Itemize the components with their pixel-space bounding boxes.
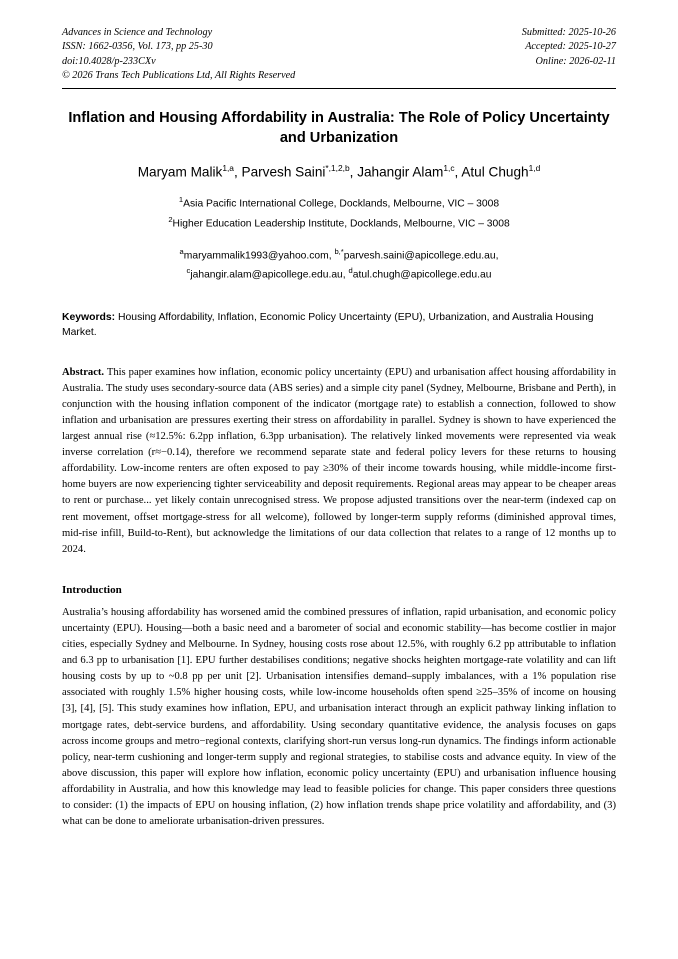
online-date: Online: 2026-02-11 xyxy=(535,55,616,67)
page-header xyxy=(62,26,616,84)
abstract-label: Abstract. xyxy=(62,366,105,378)
author-sup: 1,a xyxy=(222,163,234,174)
submission-dates xyxy=(522,26,616,69)
journal-issn: ISSN: 1662-0356, Vol. 173, pp 25-30 xyxy=(62,41,213,53)
keywords-text: Housing Affordability, Inflation, Economic Policy Uncertainty (EPU), Urbanization, and Australia Housing Market. xyxy=(62,311,594,339)
section-heading-introduction: Introduction xyxy=(62,583,122,596)
page-title: Inflation and Housing Affordability in Australia: The Role of Policy Uncertainty and Urbanization xyxy=(68,109,610,146)
email-address[interactable]: maryammalik1993@yahoo.com, xyxy=(183,250,332,262)
email-sup: c xyxy=(186,265,191,275)
email-address[interactable]: parvesh.saini@apicollege.edu.au, xyxy=(343,250,499,262)
affiliation-list xyxy=(62,193,616,234)
email-row xyxy=(62,246,616,265)
section-paragraph: Australia’s housing affordability has worsened amid the combined pressures of inflation, rapid urbanisation, and economic policy uncertainty (EPU). Housing—both a basic need and a barometer of social and economic stability—has become costlier in major cities, especially Sydney and Melbourne. In Sydney, housing costs rose about 12.5%, with roughly 6.2 pp attributable to inflation and 6.3 pp to urbanisation [1]. EPU further destabilises conditions; negative shocks heighten mortgage-rate volatility and can lift housing costs by up to ~0.8 pp per unit [2]. Urbanisation intensifies demand–supply imbalances, with a 1% population rise associated with roughly 1.5% higher housing costs, while low-income households often spend ≥25–35% of income on housing [3], [4], [5]. This study examines how inflation, EPU, and urbanisation interact through an explicit pathway linking inflation to mortgage rates, debt-service burdens, and affordability. Using secondary quantitative evidence, the analysis focuses on gaps across income groups and metro−regional contexts, clarifying short-run versus long-run dynamics. The findings inform actionable policy, near-term cushioning and longer-term supply and regional strategies, to stabilise costs and advance equity. In view of the above discussion, this paper will explore how inflation, economic policy uncertainty (EPU) and urbanisation influence housing affordability in Australia, and how this knowledge may lead to feasible policies for change. This paper considers three questions to consider: (1) the impacts of EPU on housing inflation, (2) how inflation trends shape price volatility and affordability, and (3) what can be done to ameliorate urbanisation-driven pressures. xyxy=(62,606,616,828)
keywords-block xyxy=(62,310,616,341)
affiliation-sup: 2 xyxy=(168,215,173,225)
author-sep: , xyxy=(233,164,242,180)
journal-info xyxy=(62,26,295,84)
email-sup: a xyxy=(179,246,184,256)
affiliation-text: Asia Pacific International College, Docklands, Melbourne, VIC – 3008 xyxy=(183,198,500,210)
abstract-text: This paper examines how inflation, economic policy uncertainty (EPU) and urbanisation affect housing affordability in Australia. The study uses secondary-source data (ABS series) and a simple city panel (Sydney, Melbourne, Brisbane and Perth), in conjunction with the housing inflation component of the indicator (mortgage rate) to establish a connection, followed to show inflation and urbanisation are pressures exerting their stress on affordability in parallel. Sydney is shown to have experienced the largest annual rise (≈12.5%: 6.2pp inflation, 6.3pp urbanisation). The relatively linked movements were represented via weak inverse correlation (r≈−0.14), therefore we recommend separate state and federal policy levers for these returns to housing affordability. Low-income renters are often exposed to pay ≥30% of their income towards housing, while middle-income first-home buyers are now experiencing tighter serviceability and deposit requirements. Regional areas may appear to be cheaper areas to rent or purchase... yet likely contain unrecognised stress. We propose adjusted transitions over the near-term (indexed cap on rent movement, offset mortgage-stress for all welcome), followed by longer-term supply reforms (diminished approval times, mid-rise infill, Build-to-Rent), but acknowledge the limitations of our data collection that relates to a range of 12 months up to 2024. xyxy=(62,366,616,555)
affiliation-text: Higher Education Leadership Institute, Docklands, Melbourne, VIC – 3008 xyxy=(172,218,510,230)
email-list xyxy=(62,246,616,284)
author-name: Parvesh Saini xyxy=(241,164,326,180)
email-row xyxy=(62,265,616,284)
email-address[interactable]: atul.chugh@apicollege.edu.au xyxy=(352,269,492,281)
author-name: Jahangir Alam xyxy=(357,164,444,180)
email-sup: d xyxy=(348,265,353,275)
email-sup: b,* xyxy=(334,246,344,256)
affiliation-item xyxy=(62,193,616,213)
author-sep: , xyxy=(349,164,358,180)
email-address[interactable]: jahangir.alam@apicollege.edu.au, xyxy=(190,269,346,281)
keywords-label: Keywords: xyxy=(62,311,116,323)
author-sup: *,1,2,b xyxy=(325,163,350,174)
author-name: Atul Chugh xyxy=(461,164,529,180)
abstract-block xyxy=(62,365,616,558)
author-sep: , xyxy=(454,164,462,180)
journal-doi: doi:10.4028/p-233CXv xyxy=(62,55,156,67)
author-sup: 1,d xyxy=(528,163,541,174)
author-sup: 1,c xyxy=(443,163,455,174)
author-list xyxy=(62,163,616,180)
author-name: Maryam Malik xyxy=(137,164,223,180)
header-divider xyxy=(62,88,616,89)
journal-name: Advances in Science and Technology xyxy=(62,27,213,38)
affiliation-sup: 1 xyxy=(178,194,184,204)
accepted-date: Accepted: 2025-10-27 xyxy=(525,41,616,53)
submitted-date: Submitted: 2025-10-26 xyxy=(521,27,616,38)
journal-copyright: © 2026 Trans Tech Publications Ltd, All Rights Reserved xyxy=(62,70,296,82)
affiliation-item xyxy=(62,213,616,233)
